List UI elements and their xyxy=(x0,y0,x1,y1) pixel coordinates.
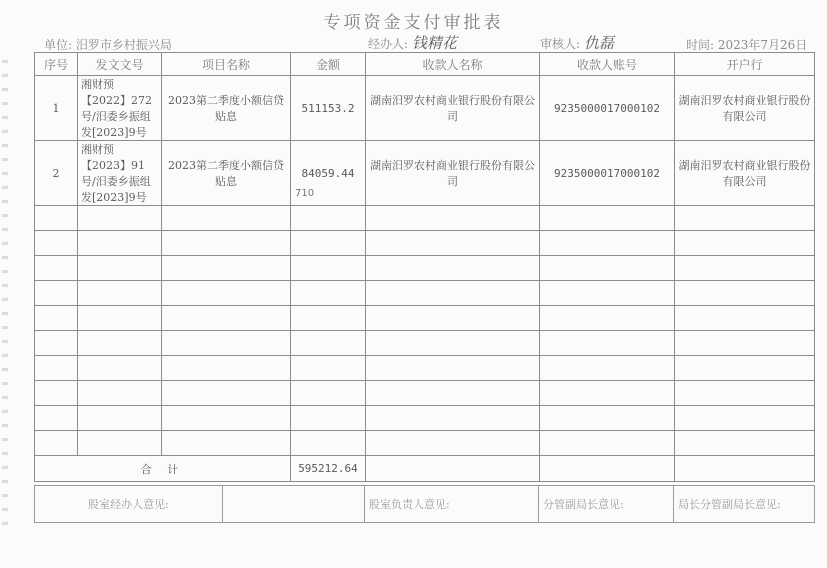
signoff-section-head: 股室负责人意见: xyxy=(365,486,539,523)
signoff-staff: 股室经办人意见: xyxy=(35,486,223,523)
date-label: 时间: xyxy=(686,38,715,52)
cell-project: 2023第二季度小额信贷贴息 xyxy=(162,76,291,141)
empty-row xyxy=(35,206,815,231)
empty-row xyxy=(35,281,815,306)
col-header-bank: 开户行 xyxy=(675,53,815,76)
signoff-deputy: 分管副局长意见: xyxy=(539,486,674,523)
cell-bank: 湖南汨罗农村商业银行股份有限公司 xyxy=(675,76,815,141)
total-row xyxy=(35,456,815,482)
cell-no: 2 xyxy=(35,141,78,206)
col-header-payee: 收款人名称 xyxy=(366,53,540,76)
signoff-blank xyxy=(223,486,365,523)
cell-no: 1 xyxy=(35,76,78,141)
empty-row xyxy=(35,431,815,456)
cell-payee: 湖南汨罗农村商业银行股份有限公司 xyxy=(366,76,540,141)
unit-label: 单位: xyxy=(44,38,73,52)
cell-doc: 湘财预【2023】91号/汨委乡振组发[2023]9号 xyxy=(78,141,162,206)
unit-value: 汨罗市乡村振兴局 xyxy=(75,38,172,52)
signoff-director: 局长分管副局长意见: xyxy=(674,486,815,523)
date-value: 2023年7月26日 xyxy=(717,38,808,52)
reviewer-field xyxy=(540,32,614,53)
handwritten-annotation: 710 xyxy=(295,188,315,199)
handler-field xyxy=(368,32,457,53)
col-header-no: 序号 xyxy=(35,53,78,76)
binding-edge-marks xyxy=(2,60,8,530)
empty-row xyxy=(35,331,815,356)
empty-row xyxy=(35,381,815,406)
cell-payee: 湖南汨罗农村商业银行股份有限公司 xyxy=(366,141,540,206)
signoff-table xyxy=(34,485,815,523)
cell-account: 9235000017000102 xyxy=(540,76,675,141)
page-title: 专项资金支付审批表 xyxy=(323,13,504,33)
table-header-row xyxy=(35,53,815,76)
col-header-amount: 金额 xyxy=(291,53,366,76)
reviewer-signature: 仇磊 xyxy=(583,34,614,52)
signoff-row xyxy=(35,486,815,523)
col-header-doc: 发文文号 xyxy=(78,53,162,76)
reviewer-label: 审核人: xyxy=(540,37,581,51)
table-row xyxy=(35,141,815,206)
cell-project: 2023第二季度小额信贷贴息 xyxy=(162,141,291,206)
table-row xyxy=(35,76,815,141)
empty-row xyxy=(35,356,815,381)
unit-field xyxy=(44,36,172,53)
cell-account: 9235000017000102 xyxy=(540,141,675,206)
cell-amount: 511153.2 xyxy=(291,76,366,141)
cell-doc: 湘财预【2022】272号/汨委乡振组发[2023]9号 xyxy=(78,76,162,141)
handler-label: 经办人: xyxy=(368,37,409,51)
cell-bank: 湖南汨罗农村商业银行股份有限公司 xyxy=(675,141,815,206)
empty-row xyxy=(35,406,815,431)
date-field xyxy=(686,36,807,53)
empty-row xyxy=(35,256,815,281)
empty-row xyxy=(35,306,815,331)
total-label: 合 计 xyxy=(35,456,291,482)
total-value: 595212.64 xyxy=(291,456,366,482)
col-header-account: 收款人账号 xyxy=(540,53,675,76)
col-header-project: 项目名称 xyxy=(162,53,291,76)
empty-row xyxy=(35,231,815,256)
approval-table xyxy=(34,52,815,482)
cell-amount: 84059.44 xyxy=(291,141,366,206)
handler-signature: 钱精花 xyxy=(411,34,457,52)
